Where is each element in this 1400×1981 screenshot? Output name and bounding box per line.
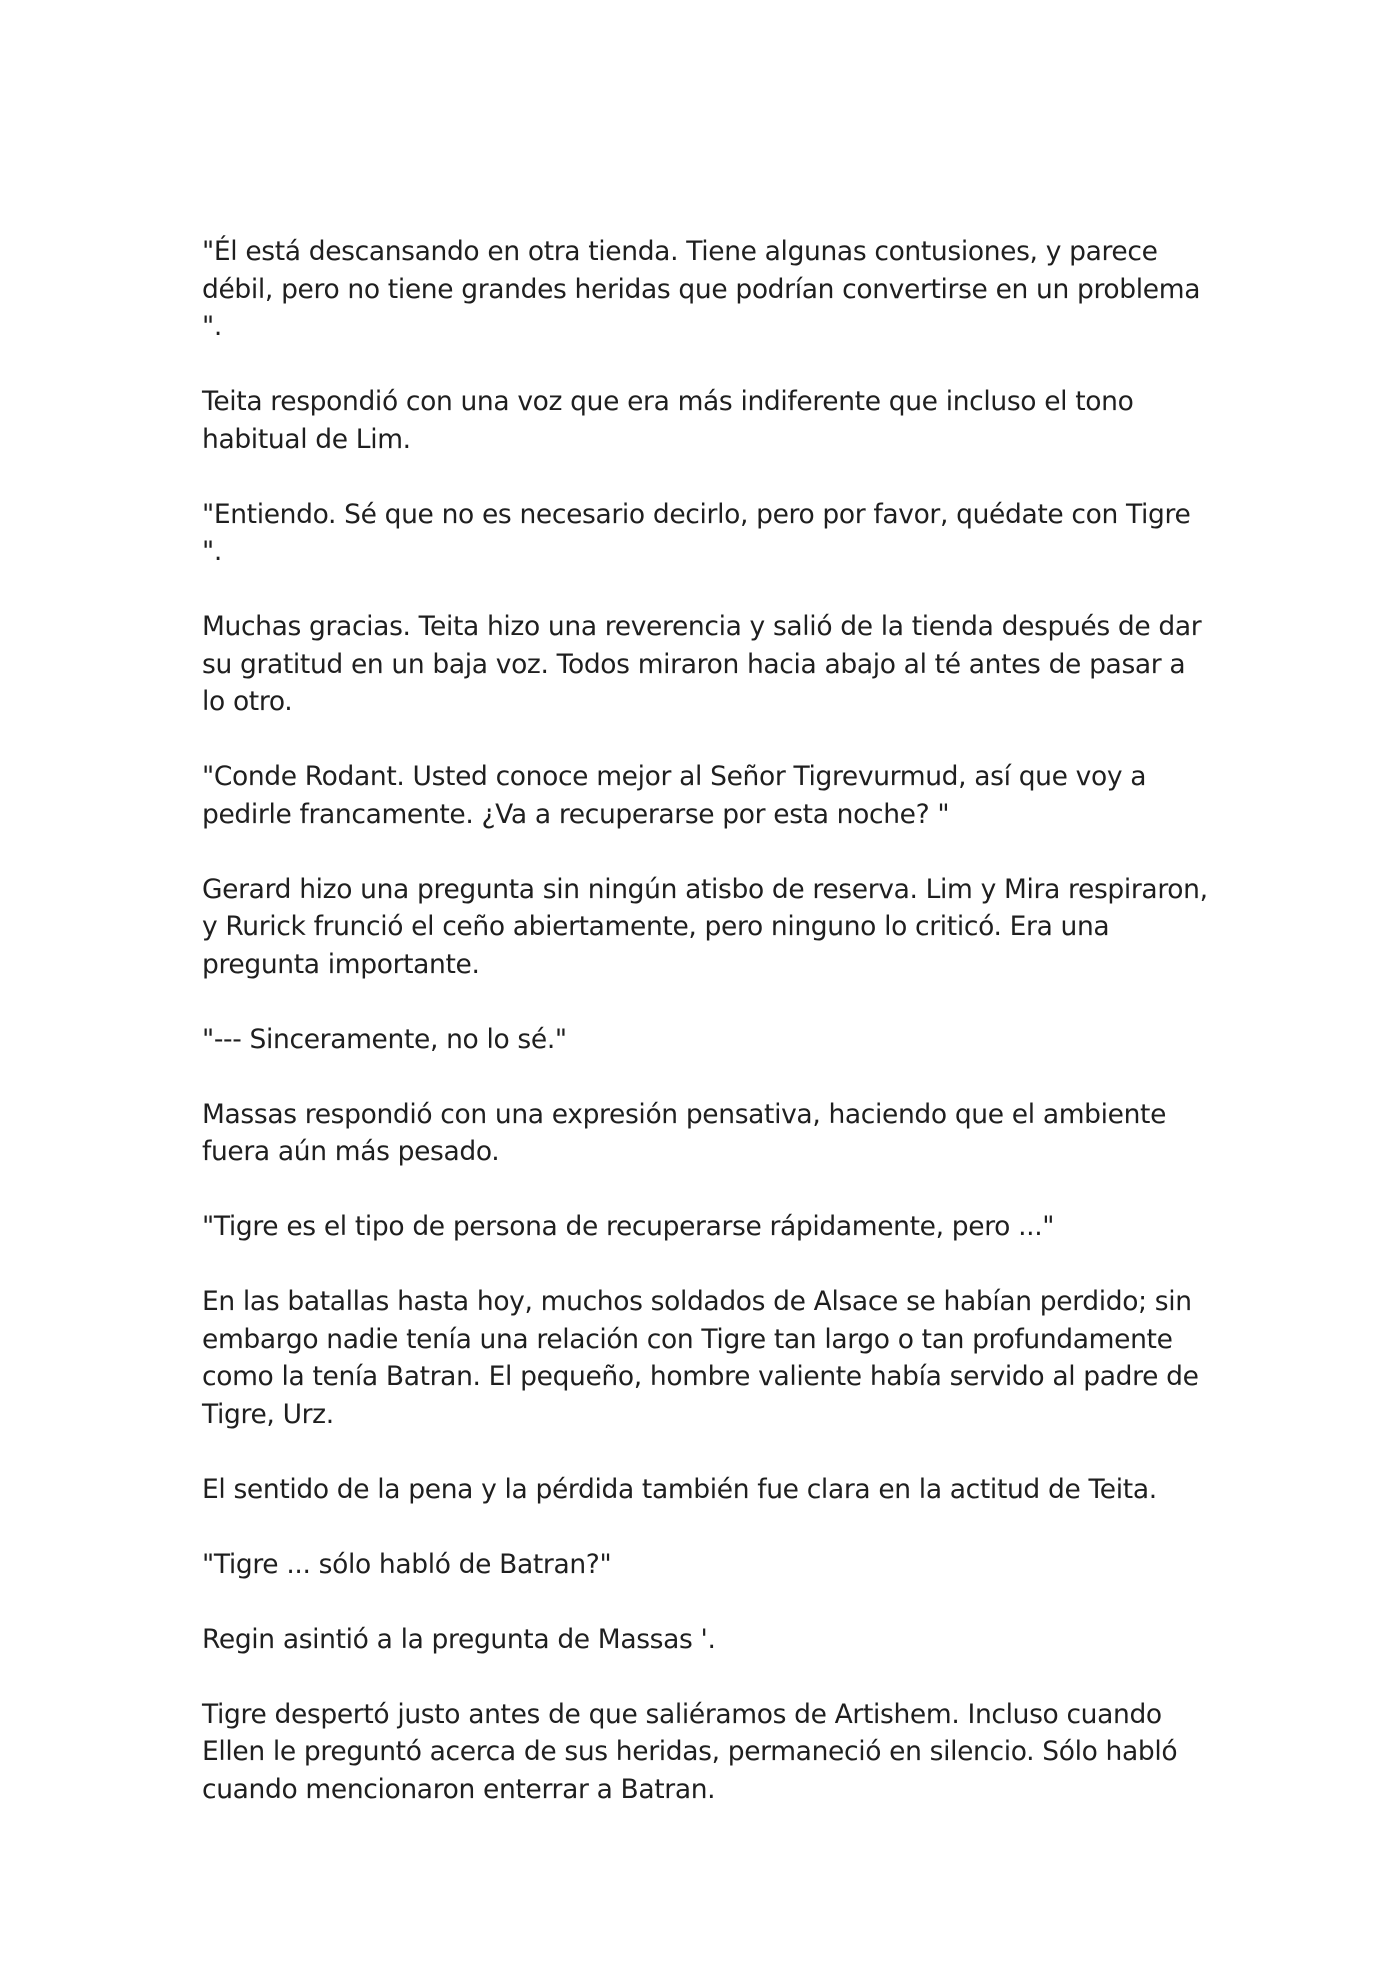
paragraph-9: "Tigre es el tipo de persona de recuperarse rápidamente, pero ..." bbox=[202, 1211, 1055, 1242]
paragraph-13: Regin asintió a la pregunta de Massas '. bbox=[202, 1623, 716, 1655]
paragraph-10: En las batallas hasta hoy, muchos soldados de Alsace se habían perdido; sin embargo nadie tenía una relación con Tigre tan largo o tan profundamente como la tenía Batran. El pequeño, hombre valiente había servido al padre de Tigre, Urz. bbox=[202, 1286, 1199, 1430]
paragraph-5: "Conde Rodant. Usted conoce mejor al Señor Tigrevurmud, así que voy a pedirle francamente. ¿Va a recuperarse por esta noche? " bbox=[202, 761, 1147, 830]
paragraph-1: "Él está descansando en otra tienda. Tiene algunas contusiones, y parece débil, pero no tiene grandes heridas que podrían convertirse en un problema ". bbox=[202, 236, 1201, 342]
paragraph-2: Teita respondió con una voz que era más indiferente que incluso el tono habitual de Lim. bbox=[202, 386, 1134, 455]
paragraph-14: Tigre despertó justo antes de que saliéramos de Artishem. Incluso cuando Ellen le preguntó acerca de sus heridas, permaneció en silencio. Sólo habló cuando mencionaron enterrar a Batran. bbox=[202, 1698, 1178, 1805]
paragraph-7: "--- Sinceramente, no lo sé." bbox=[202, 1023, 567, 1055]
document-body bbox=[202, 233, 1212, 1808]
paragraph-3: "Entiendo. Sé que no es necesario decirlo, pero por favor, quédate con Tigre ". bbox=[202, 498, 1191, 567]
paragraph-4: Muchas gracias. Teita hizo una reverencia y salió de la tienda después de dar su gratitud en un baja voz. Todos miraron hacia abajo al té antes de pasar a lo otro. bbox=[202, 611, 1202, 717]
paragraph-11: El sentido de la pena y la pérdida también fue clara en la actitud de Teita. bbox=[202, 1473, 1157, 1505]
paragraph-12: "Tigre ... sólo habló de Batran?" bbox=[202, 1548, 612, 1580]
paragraph-8: Massas respondió con una expresión pensativa, haciendo que el ambiente fuera aún más pesado. bbox=[202, 1098, 1167, 1167]
paragraph-6: Gerard hizo una pregunta sin ningún atisbo de reserva. Lim y Mira respiraron, y Rurick frunció el ceño abiertamente, pero ninguno lo criticó. Era una pregunta importante. bbox=[202, 873, 1208, 980]
